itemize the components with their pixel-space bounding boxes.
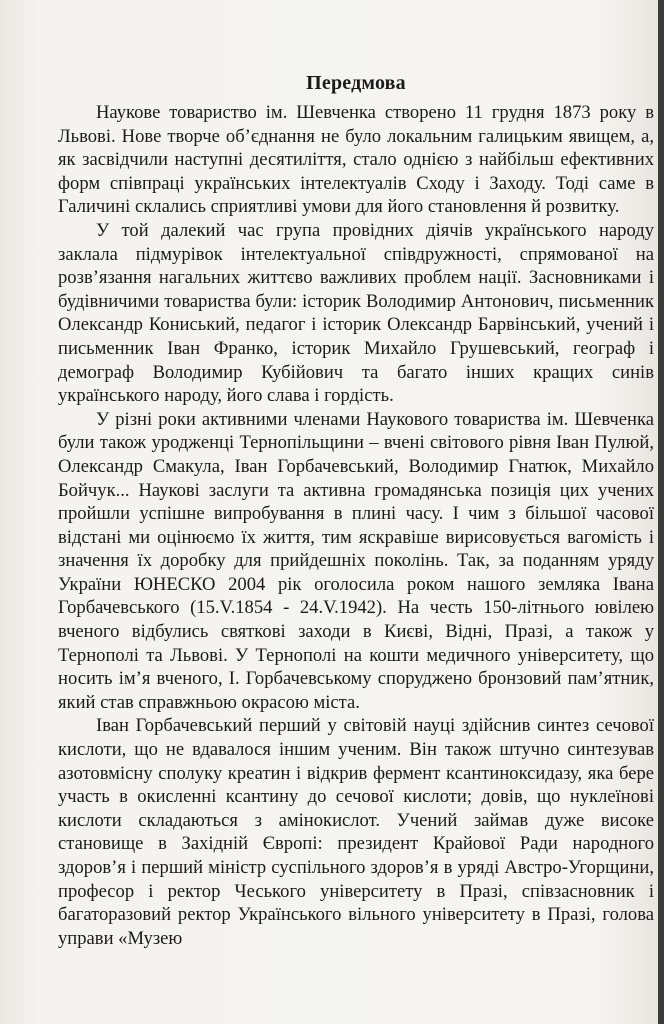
paragraph-4: Іван Горбачевський перший у світовій науці здійснив синтез сечової кислоти, що не вдавалося іншим ученим. Він також штучно синтезував азотовмісну сполуку креатин і відкрив фермент ксантиноксидазу, яка бере участь в окисленні ксантину до сечової кислоти; довів, що нуклеїнові кислоти складаються з амінокислот. Учений займав дуже високе становище в Західній Європі: президент Крайової Ради народного здоров’я і перший міністр суспільного здоров’я в уряді Австро-Угорщини, професор і ректор Чеського університету в Празі, співзасновник і багаторазовий ректор Українського вільного університету в Празі, голова управи «Музею: [58, 715, 654, 949]
paragraph-2: У той далекий час група провідних діячів українського народу заклала підмурівок інтелектуальної співдружності, спрямованої на розв’язання нагальних життєво важливих проблем нації. Засновниками і будівничими товариства були: історик Володимир Антонович, письменник Олександр Кониський, педагог і історик Олександр Барвінський, учений і письменник Іван Франко, історик Михайло Грушевський, географ і демограф Володимир Кубійович та багато інших кращих синів українського народу, його слава і гордість.: [58, 219, 654, 407]
document-body: [58, 72, 654, 950]
document-title: Передмова: [306, 72, 406, 94]
paragraph-1: Наукове товариство ім. Шевченка створено 11 грудня 1873 року в Львові. Нове творче об’єднання не було локальним галицьким явищем, а, як засвідчили наступні десятиліття, стало однією з найбільш ефективних форм співпраці українських інтелектуалів Сходу і Заходу. Тоді саме в Галичині склались сприятливі умови для його становлення й розвитку.: [58, 102, 654, 218]
paragraph-3: У різні роки активними членами Наукового товариства ім. Шевченка були також уродженці Тернопільщини – вчені світового рівня Іван Пулюй, Олександр Смакула, Іван Горбачевський, Володимир Гнатюк, Михайло Бойчук... Наукові заслуги та активна громадянська позиція цих учених пройшли успішне випробування в плині часу. І чим з більшої часової відстані ми оцінюємо їх життя, тим яскравіше вирисовується вагомість і значення їх доробку для прийдешніх поколінь. Так, за поданням уряду України ЮНЕСКО 2004 рік оголосила роком нашого земляка Івана Горбачевського (15.V.1854 - 24.V.1942). На честь 150-літнього ювілею вченого відбулись святкові заходи в Києві, Відні, Празі, а також у Тернополі та Львові. У Тернополі на кошти медичного університету, що носить ім’я вченого, І. Горбачевському споруджено бронзовий пам’ятник, який став справжньою окрасою міста.: [58, 408, 654, 713]
page-edge-shadow: [658, 0, 664, 1024]
